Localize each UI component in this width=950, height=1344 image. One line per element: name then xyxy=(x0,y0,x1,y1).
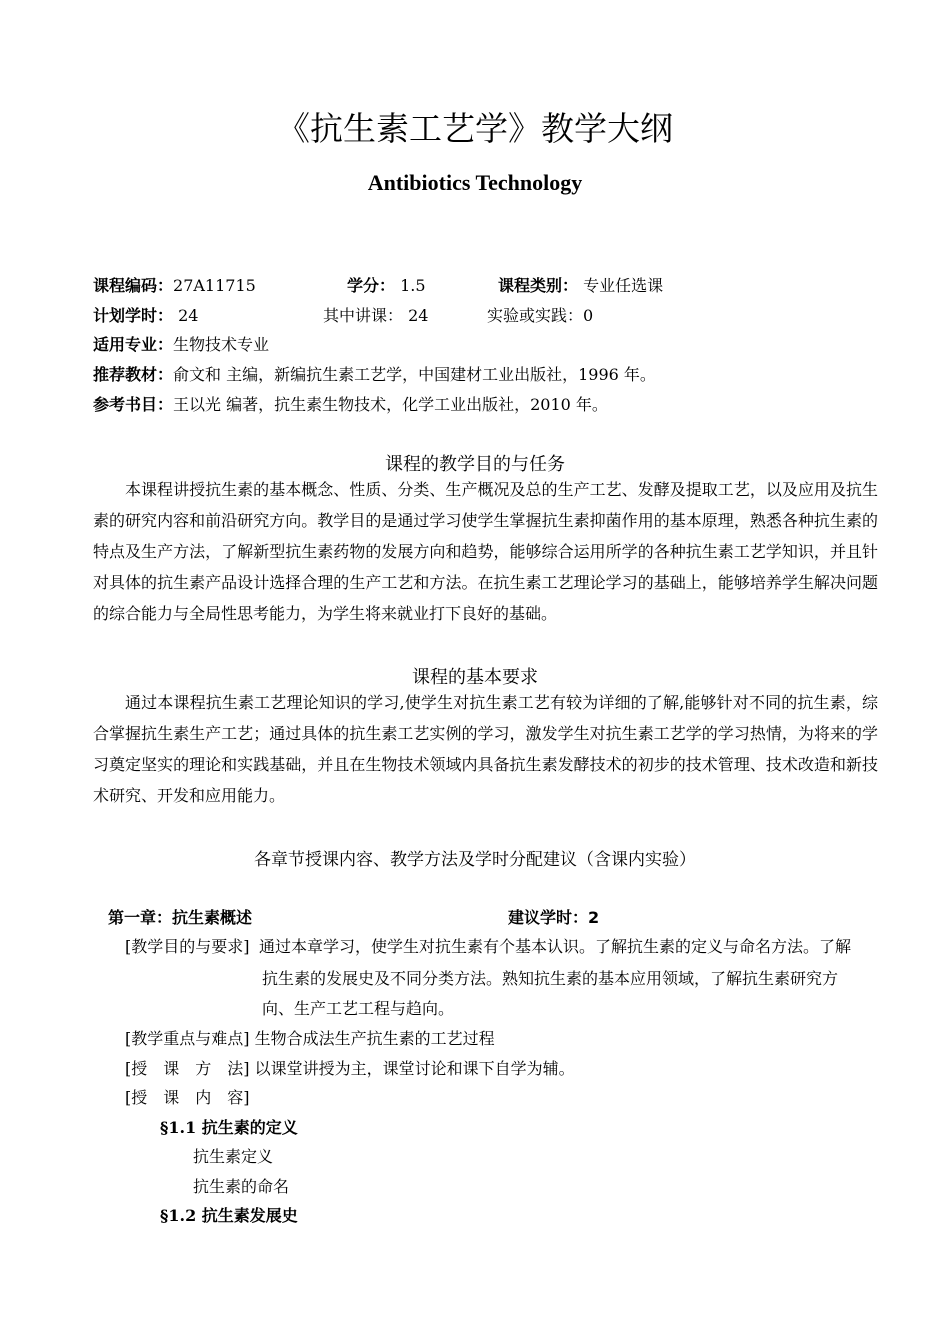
textbook-value: 俞文和 主编，新编抗生素工艺学，中国建材工业出版社，1996 年。 xyxy=(173,365,656,384)
lecture-hours-value: 24 xyxy=(408,306,429,325)
applicable-major-label: 适用专业： xyxy=(93,335,174,354)
planned-hours xyxy=(93,303,198,326)
objective-heading: 课程的教学目的与任务 xyxy=(385,454,565,475)
course-credit xyxy=(347,273,426,296)
applicable-major xyxy=(93,332,269,355)
page-title: 《抗生素工艺学》教学大纲 xyxy=(277,109,673,148)
key-points xyxy=(125,1026,495,1049)
chapter-1-title: 第一章：抗生素概述 xyxy=(108,908,253,927)
section-1-1-item: 抗生素的命名 xyxy=(193,1177,290,1196)
goal-line-2: 抗生素的发展史及不同分类方法。熟知抗生素的基本应用领域，了解抗生素研究方 xyxy=(262,969,839,988)
reference-books xyxy=(93,392,608,415)
lecture-hours-label: 其中讲课： xyxy=(323,306,404,325)
course-category-value: 专业任选课 xyxy=(583,276,664,295)
teaching-method xyxy=(125,1056,575,1079)
section-1-2-title: §1.2 抗生素发展史 xyxy=(160,1206,298,1225)
chapters-heading: 各章节授课内容、教学方法及学时分配建议（含课内实验） xyxy=(254,850,696,870)
teaching-method-label: [授 课 方 法] xyxy=(125,1059,250,1078)
planned-hours-value: 24 xyxy=(178,306,199,325)
reference-books-label: 参考书目： xyxy=(93,395,174,414)
goal-line-3: 向、生产工艺工程与趋向。 xyxy=(262,999,455,1018)
requirement-paragraph: 通过本课程抗生素工艺理论知识的学习,使学生对抗生素工艺有较为详细的了解,能够针对不同的抗生素，综合掌握抗生素生产工艺；通过具体的抗生素工艺实例的学习，激发学生对抗生素工艺学的学习热情，为将来的学习奠定坚实的理论和实践基础，并且在生物技术领域内具备抗生素发酵技术的初步的技术管理、技术改造和新技术研究、开发和应用能力。 xyxy=(93,693,878,805)
course-credit-label: 学分： xyxy=(347,276,396,295)
reference-books-value: 王以光 编著，抗生素生物技术，化学工业出版社，2010 年。 xyxy=(173,395,608,414)
teaching-content-label: [授 课 内 容] xyxy=(125,1088,250,1107)
lab-hours: 实验或实践：0 xyxy=(487,306,594,325)
teaching-method-value: 以课堂讲授为主，课堂讨论和课下自学为辅。 xyxy=(254,1059,575,1078)
chapter-1-hours: 建议学时：2 xyxy=(508,908,600,927)
textbook-label: 推荐教材： xyxy=(93,365,174,384)
course-code-value: 27A11715 xyxy=(173,276,256,295)
applicable-major-value: 生物技术专业 xyxy=(173,335,270,354)
course-code-label: 课程编码： xyxy=(93,276,174,295)
section-1-1-title: §1.1 抗生素的定义 xyxy=(160,1118,298,1137)
course-code xyxy=(93,273,256,296)
course-category xyxy=(498,273,663,296)
lecture-hours xyxy=(323,303,428,326)
objective-paragraph: 本课程讲授抗生素的基本概念、性质、分类、生产概况及总的生产工艺、发酵及提取工艺，以及应用及抗生素的研究内容和前沿研究方向。教学目的是通过学习使学生掌握抗生素抑菌作用的基本原理，熟悉各种抗生素的特点及生产方法，了解新型抗生素药物的发展方向和趋势，能够综合运用所学的各种抗生素工艺学知识，并且针对具体的抗生素产品设计选择合理的生产工艺和方法。在抗生素工艺理论学习的基础上，能够培养学生解决问题的综合能力与全局性思考能力，为学生将来就业打下良好的基础。 xyxy=(93,480,878,623)
textbook xyxy=(93,362,656,385)
requirement-heading: 课程的基本要求 xyxy=(412,667,538,688)
section-1-1-item: 抗生素定义 xyxy=(193,1147,274,1166)
goal-label: [教学目的与要求] xyxy=(125,937,250,956)
key-points-value: 生物合成法生产抗生素的工艺过程 xyxy=(254,1029,495,1048)
planned-hours-label: 计划学时： xyxy=(93,306,174,325)
course-credit-value: 1.5 xyxy=(400,276,426,295)
goal-line-1: 通过本章学习，使学生对抗生素有个基本认识。了解抗生素的定义与命名方法。了解 xyxy=(259,937,852,956)
key-points-label: [教学重点与难点] xyxy=(125,1029,250,1048)
course-category-label: 课程类别： xyxy=(498,276,579,295)
page-subtitle: Antibiotics Technology xyxy=(367,170,583,195)
